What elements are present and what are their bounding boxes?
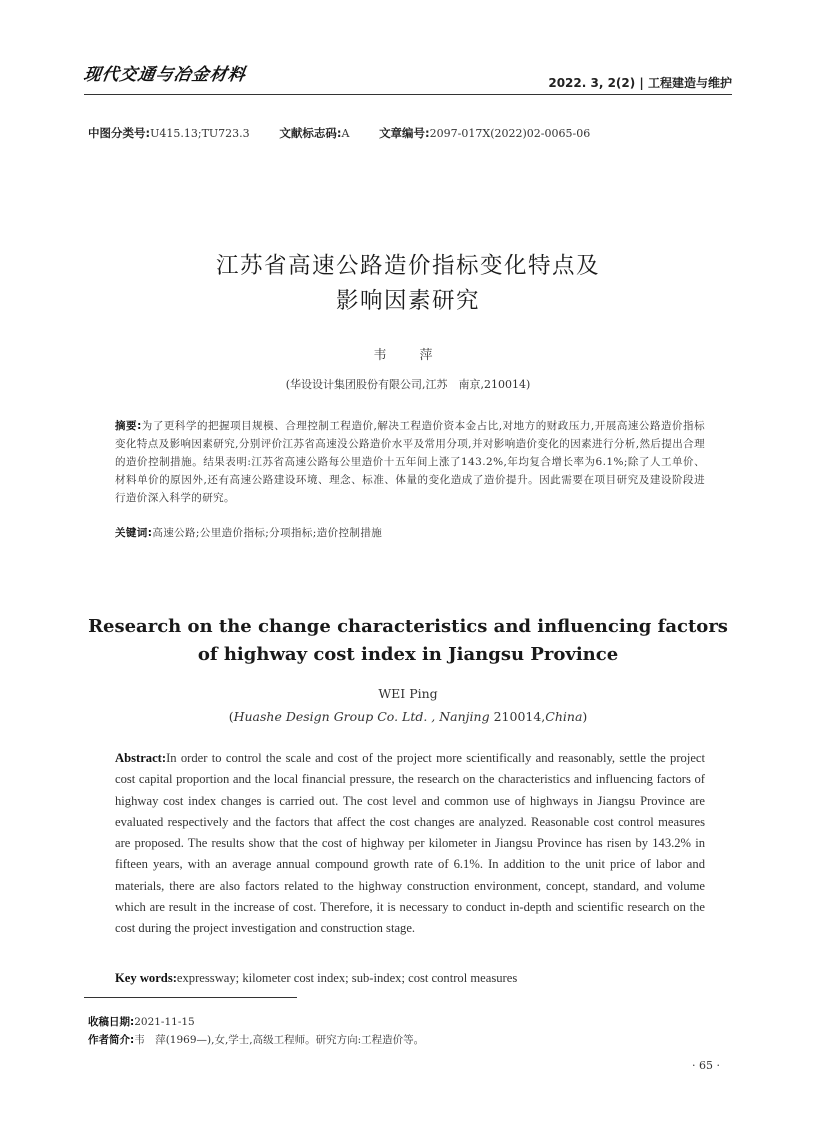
chinese-abstract-label: 摘要: <box>115 420 142 432</box>
english-abstract-label: Abstract: <box>115 751 167 765</box>
english-author: WEI Ping <box>378 686 438 701</box>
chinese-title-line-2: 影响因素研究 <box>335 288 480 314</box>
clc-value: U415.13;TU723.3 <box>150 127 250 140</box>
received-date: 收稿日期:2021-11-15 <box>88 1016 195 1028</box>
english-affiliation: (Huashe Design Group Co. Ltd. , Nanjing 210014,China) <box>228 709 588 724</box>
english-keywords-text: expressway; kilometer cost index; sub-index; cost control measures <box>176 971 518 985</box>
issue-info: 2022. 3, 2(2) | 工程建造与维护 <box>548 76 732 90</box>
chinese-keywords-label: 关键词: <box>115 527 153 539</box>
chinese-affiliation: (华设设计集团股份有限公司,江苏 南京,210014) <box>285 378 531 391</box>
article-number-value: 2097-017X(2022)02-0065-06 <box>429 127 591 140</box>
chinese-title-line-1: 江苏省高速公路造价指标变化特点及 <box>215 253 600 279</box>
english-title <box>84 613 732 669</box>
chinese-abstract-text: 为了更科学的把握项目规模、合理控制工程造价,解决工程造价资本金占比,对地方的财政压力,开展高速公路造价指标变化特点及影响因素研究,分别评价江苏省高速没公路造价水平及常用分项,并对影响造价变化的因素进行分析,然后提出合理的造价控制措施。结果表明:江苏省高速公路每公里造价十五年间上涨了143.2%,年均复合增长率为6.1%;除了人工单价、材料单价的原因外,还有高速公路建设环境、理念、标准、体量的变化造成了造价提升。因此需要在项目研究及建设阶段进行造价深入科学的研究。 <box>115 420 705 504</box>
chinese-keywords <box>115 525 382 540</box>
affiliation-country: China <box>545 709 583 724</box>
article-meta <box>88 125 590 141</box>
page-number: · 65 · <box>692 1059 720 1072</box>
header-rule <box>84 94 732 95</box>
english-abstract <box>115 748 705 940</box>
doc-code-value: A <box>341 127 350 140</box>
chinese-keywords-text: 高速公路;公里造价指标;分项指标;造价控制措施 <box>152 527 383 539</box>
chinese-author: 韦 萍 <box>373 348 443 363</box>
chinese-abstract <box>115 417 705 507</box>
doc-code-label: 文献标志码: <box>279 126 342 140</box>
english-keywords-label: Key words: <box>115 971 177 985</box>
chinese-title <box>84 249 732 319</box>
english-abstract-text: In order to control the scale and cost of the project more scientifically and reasonably, settle the project cost capital proportion and the local financial pressure, the research on the characteristics and influencing factors of highway cost index changes is carried out. The cost level and common use of highways in Jiangsu Province are evaluated respectively and the factors that affect the cost changes are analyzed. Reasonable cost control measures are proposed. The results show that the cost of highway per kilometer in Jiangsu Province has risen by 143.2% in fifteen years, with an average annual compound growth rate of 6.1%. In addition to the unit price of labor and materials, there are also factors related to the highway construction environment, concept, standard, and volume which are result in the increase of cost. Therefore, it is necessary to conduct in-depth and scientific research on the cost during the project investigation and construction stage. <box>115 751 705 936</box>
clc-label: 中图分类号: <box>88 126 151 140</box>
footnote-rule <box>84 997 297 998</box>
english-title-line-2: of highway cost index in Jiangsu Province <box>197 644 619 665</box>
article-number-label: 文章编号: <box>379 126 430 140</box>
english-title-line-1: Research on the change characteristics and influencing factors <box>88 616 728 637</box>
affiliation-org: Huashe Design Group Co. Ltd. , Nanjing <box>233 709 490 724</box>
english-keywords <box>115 971 517 986</box>
journal-logo: 现代交通与冶金材料 <box>82 65 248 85</box>
author-bio: 作者简介:韦 萍(1969—),女,学士,高级工程师。研究方向:工程造价等。 <box>88 1034 425 1046</box>
